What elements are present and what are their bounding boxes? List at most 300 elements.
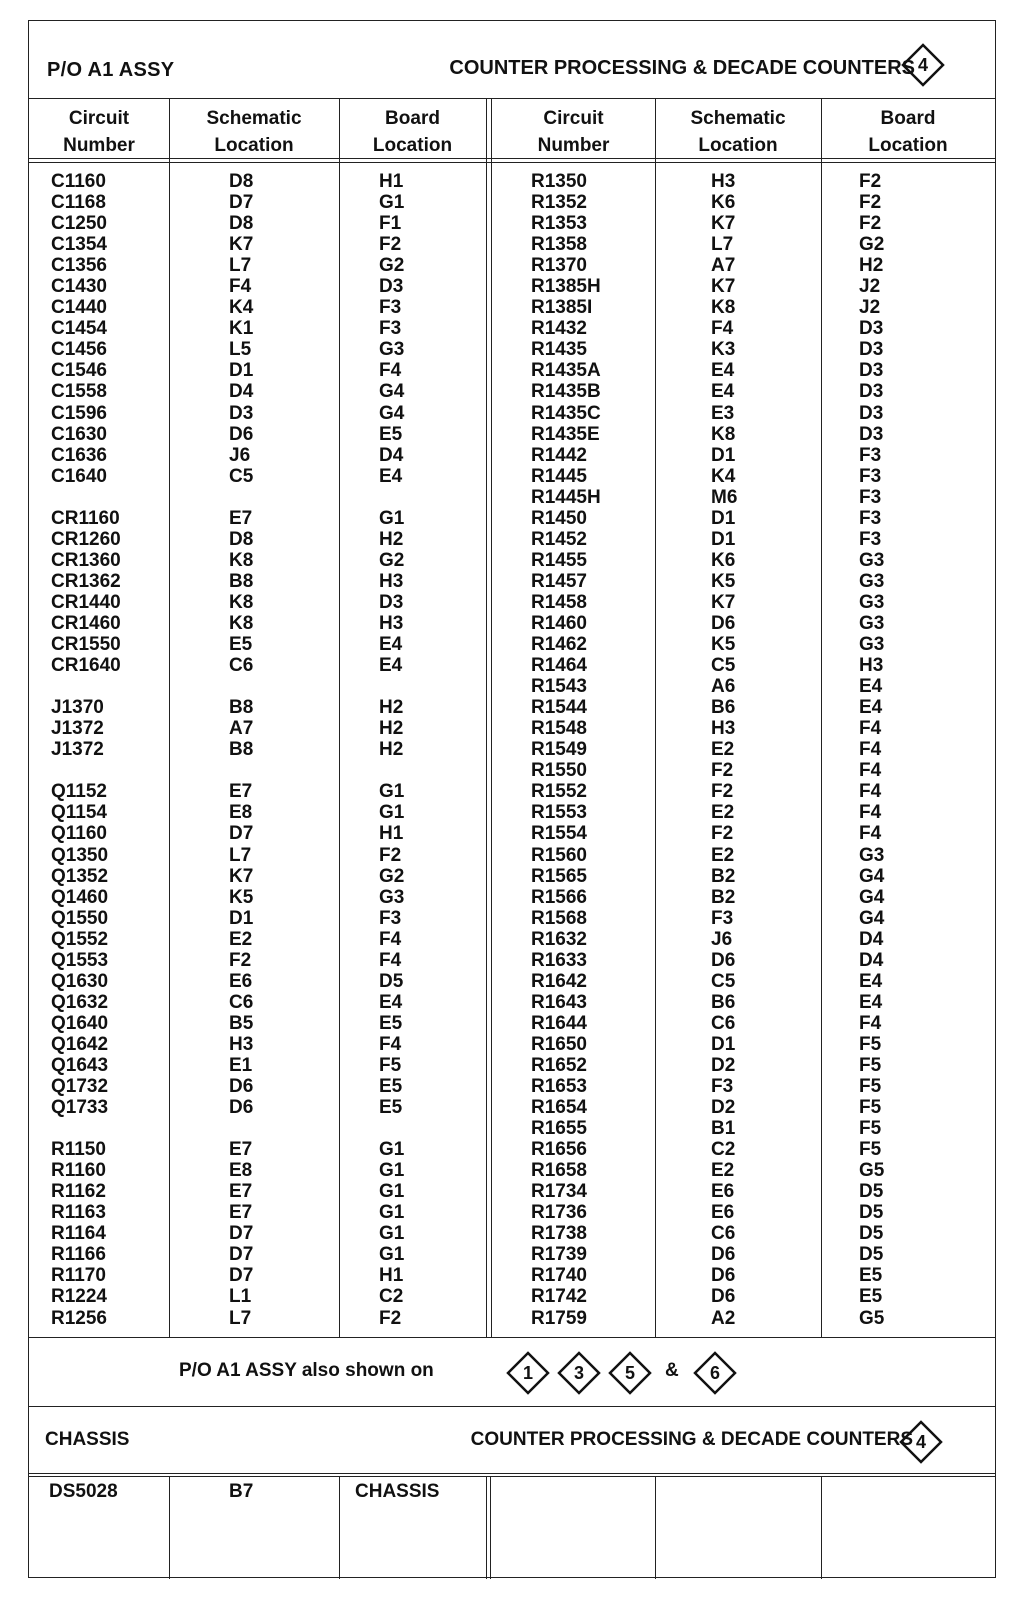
table-cell: R1256 bbox=[51, 1307, 107, 1329]
table-cell: D5 bbox=[859, 1223, 884, 1245]
table-cell: B6 bbox=[711, 697, 736, 719]
table-cell: R1353 bbox=[531, 213, 587, 235]
table-cell bbox=[229, 487, 253, 508]
table-cell: E7 bbox=[229, 781, 253, 803]
table-cell: G2 bbox=[379, 255, 405, 277]
table-cell: G1 bbox=[379, 802, 405, 824]
table-cell: R1650 bbox=[531, 1033, 587, 1055]
right-schematic-column bbox=[711, 171, 737, 1329]
table-cell: J6 bbox=[711, 928, 733, 950]
table-cell: G1 bbox=[379, 1223, 405, 1245]
header-schematic-line1: Schematic bbox=[206, 108, 302, 129]
header-schematic-left bbox=[169, 105, 339, 159]
table-cell: Q1553 bbox=[51, 949, 109, 971]
table-cell: H3 bbox=[711, 171, 736, 192]
table-cell: D6 bbox=[711, 1265, 736, 1287]
table-cell bbox=[379, 760, 404, 781]
table-cell: D3 bbox=[859, 381, 884, 403]
table-cell: E5 bbox=[379, 1012, 403, 1034]
table-cell: D4 bbox=[229, 381, 254, 403]
table-cell bbox=[229, 676, 253, 697]
table-cell: F4 bbox=[859, 760, 882, 782]
table-cell: G1 bbox=[379, 192, 405, 214]
section-title: COUNTER PROCESSING & DECADE COUNTERS bbox=[449, 57, 915, 79]
ref-diamond-5 bbox=[608, 1351, 652, 1395]
table-cell: K7 bbox=[229, 234, 254, 256]
table-cell: B1 bbox=[711, 1118, 736, 1140]
table-cell: F5 bbox=[859, 1033, 882, 1055]
table-cell: C2 bbox=[711, 1139, 736, 1161]
table-cell: E6 bbox=[711, 1181, 735, 1203]
col-divider bbox=[339, 1477, 340, 1579]
table-cell: E4 bbox=[711, 360, 735, 382]
table-cell: L1 bbox=[229, 1286, 252, 1308]
table-cell: J2 bbox=[859, 276, 881, 298]
table-cell: E4 bbox=[859, 697, 883, 719]
table-cell: H1 bbox=[379, 823, 404, 845]
table-cell: R1164 bbox=[51, 1223, 106, 1245]
table-cell: L5 bbox=[229, 339, 252, 361]
table-cell: G5 bbox=[859, 1160, 885, 1182]
header-board-line1: Board bbox=[880, 108, 936, 129]
table-cell: CR1460 bbox=[51, 612, 121, 634]
table-cell: CR1360 bbox=[51, 549, 121, 571]
table-cell: Q1643 bbox=[51, 1054, 109, 1076]
table-cell: J1372 bbox=[51, 718, 104, 740]
table-cell: K3 bbox=[711, 339, 736, 361]
table-cell: D7 bbox=[229, 823, 254, 845]
table-cell bbox=[379, 1118, 404, 1139]
table-cell: D5 bbox=[859, 1202, 884, 1224]
table-cell bbox=[51, 1118, 121, 1139]
table-cell: K5 bbox=[711, 570, 736, 592]
table-cell: D3 bbox=[859, 402, 884, 424]
table-cell: R1656 bbox=[531, 1139, 587, 1161]
table-cell: K8 bbox=[711, 423, 736, 445]
col-divider bbox=[169, 99, 170, 1337]
header-circuit-left bbox=[29, 105, 169, 159]
table-cell: R1455 bbox=[531, 549, 587, 571]
table-cell: E5 bbox=[379, 423, 403, 445]
header-rule-thin bbox=[29, 162, 995, 163]
table-cell: CR1550 bbox=[51, 634, 121, 656]
table-cell: F5 bbox=[859, 1139, 882, 1161]
header-schematic-right bbox=[655, 105, 821, 159]
chassis-schematic: B7 bbox=[229, 1481, 254, 1502]
table-cell: F2 bbox=[859, 192, 882, 214]
table-cell: K8 bbox=[711, 297, 736, 319]
right-board-column bbox=[859, 171, 884, 1329]
table-cell: E4 bbox=[379, 634, 403, 656]
table-cell: H3 bbox=[859, 655, 884, 677]
table-cell: D6 bbox=[711, 612, 736, 634]
table-cell: R1385I bbox=[531, 297, 593, 319]
table-cell: R1553 bbox=[531, 802, 587, 824]
table-cell: R1552 bbox=[531, 781, 587, 803]
table-cell: L7 bbox=[229, 844, 252, 866]
table-cell: F5 bbox=[859, 1054, 882, 1076]
table-cell: R1655 bbox=[531, 1118, 587, 1140]
table-cell: R1462 bbox=[531, 634, 587, 656]
table-cell: E7 bbox=[229, 507, 253, 529]
table-cell: K7 bbox=[711, 591, 736, 613]
table-cell: E4 bbox=[859, 676, 883, 698]
table-cell bbox=[51, 676, 121, 697]
table-cell: D3 bbox=[379, 276, 404, 298]
table-cell: E8 bbox=[229, 1160, 253, 1182]
table-cell: H2 bbox=[379, 697, 404, 719]
chassis-section-diamond bbox=[899, 1420, 943, 1464]
header-schematic-line2: Location bbox=[698, 135, 778, 156]
table-cell: Q1160 bbox=[51, 823, 107, 845]
table-cell: H2 bbox=[859, 255, 884, 277]
table-cell: E8 bbox=[229, 802, 253, 824]
table-cell: L7 bbox=[711, 234, 734, 256]
table-cell: C1354 bbox=[51, 234, 107, 256]
table-cell: E2 bbox=[711, 739, 735, 761]
table-cell: E5 bbox=[379, 1097, 403, 1119]
table-cell: L7 bbox=[229, 255, 252, 277]
header-board-line2: Location bbox=[372, 135, 453, 156]
table-cell: F2 bbox=[379, 234, 402, 256]
table-cell: R1445H bbox=[531, 486, 601, 508]
ampersand: & bbox=[665, 1360, 679, 1381]
table-cell: C6 bbox=[229, 991, 254, 1013]
table-cell: D4 bbox=[859, 949, 884, 971]
table-cell: J1372 bbox=[51, 739, 104, 761]
table-cell: B8 bbox=[229, 570, 254, 592]
table-cell: Q1154 bbox=[51, 802, 107, 824]
header-board-line2: Location bbox=[868, 135, 948, 156]
parts-location-table bbox=[28, 20, 996, 1578]
header-circuit-line1: Circuit bbox=[543, 108, 604, 129]
table-cell: J1370 bbox=[51, 697, 104, 719]
table-cell: R1170 bbox=[51, 1265, 106, 1287]
header-circuit-line2: Number bbox=[63, 135, 135, 156]
table-cell: F2 bbox=[711, 760, 734, 782]
table-cell: F1 bbox=[379, 213, 402, 235]
table-cell: A6 bbox=[711, 676, 736, 698]
table-cell: H1 bbox=[379, 171, 404, 192]
section-diamond bbox=[901, 43, 945, 87]
table-cell: G4 bbox=[859, 865, 885, 887]
table-cell: D6 bbox=[229, 423, 254, 445]
table-cell: CR1362 bbox=[51, 570, 121, 592]
table-cell: K8 bbox=[229, 591, 254, 613]
table-cell: R1460 bbox=[531, 612, 587, 634]
table-cell bbox=[51, 487, 121, 508]
header-board-right bbox=[821, 105, 995, 159]
table-cell: F3 bbox=[859, 444, 882, 466]
table-cell: C1250 bbox=[51, 213, 107, 235]
table-cell: G3 bbox=[379, 886, 405, 908]
table-cell: R1435E bbox=[531, 423, 600, 445]
table-cell: R1568 bbox=[531, 907, 587, 929]
table-cell: F3 bbox=[379, 297, 402, 319]
table-cell: C1630 bbox=[51, 423, 107, 445]
table-cell: F3 bbox=[711, 1076, 734, 1098]
table-cell: R1432 bbox=[531, 318, 587, 340]
chassis-title-row bbox=[29, 1407, 995, 1477]
table-cell: R1435A bbox=[531, 360, 601, 382]
table-cell: D5 bbox=[859, 1181, 884, 1203]
table-cell: D7 bbox=[229, 192, 254, 214]
table-cell: C1456 bbox=[51, 339, 107, 361]
table-cell: F4 bbox=[379, 360, 402, 382]
table-cell: C1168 bbox=[51, 192, 106, 214]
table-cell: R1435 bbox=[531, 339, 587, 361]
assembly-title: P/O A1 ASSY bbox=[47, 59, 175, 81]
table-cell: C1636 bbox=[51, 444, 107, 466]
header-board-line1: Board bbox=[385, 108, 440, 129]
table-cell: R1652 bbox=[531, 1054, 587, 1076]
table-cell: G2 bbox=[379, 865, 405, 887]
table-cell: E7 bbox=[229, 1181, 253, 1203]
right-circuit-column bbox=[531, 171, 601, 1329]
table-cell: D6 bbox=[229, 1076, 254, 1098]
ref-diamond-3 bbox=[557, 1351, 601, 1395]
table-cell: K7 bbox=[711, 213, 736, 235]
table-cell: F3 bbox=[379, 318, 402, 340]
table-cell: R1352 bbox=[531, 192, 587, 214]
table-cell: D3 bbox=[379, 591, 404, 613]
table-cell: CR1640 bbox=[51, 655, 121, 677]
table-cell: R1224 bbox=[51, 1286, 107, 1308]
table-cell: R1736 bbox=[531, 1202, 587, 1224]
table-cell: A2 bbox=[711, 1307, 736, 1329]
table-cell: K7 bbox=[711, 276, 736, 298]
table-cell: E4 bbox=[379, 991, 403, 1013]
table-cell: R1442 bbox=[531, 444, 587, 466]
chassis-section-title: COUNTER PROCESSING & DECADE COUNTERS bbox=[470, 1429, 913, 1450]
table-cell: R1759 bbox=[531, 1307, 587, 1329]
table-cell: F3 bbox=[859, 528, 882, 550]
table-cell: G4 bbox=[859, 886, 885, 908]
table-cell: Q1552 bbox=[51, 928, 109, 950]
table-cell: E4 bbox=[711, 381, 735, 403]
table-cell: D3 bbox=[229, 402, 254, 424]
col-divider bbox=[339, 99, 340, 1337]
table-cell: R1633 bbox=[531, 949, 587, 971]
table-cell: E3 bbox=[711, 402, 735, 424]
table-cell: E2 bbox=[711, 1160, 735, 1182]
table-cell: B2 bbox=[711, 865, 736, 887]
col-divider bbox=[821, 99, 822, 1337]
table-cell: C1640 bbox=[51, 465, 107, 487]
chassis-circuit: DS5028 bbox=[49, 1481, 118, 1502]
table-cell: K6 bbox=[711, 549, 736, 571]
table-cell: G1 bbox=[379, 1202, 405, 1224]
table-cell: D7 bbox=[229, 1265, 254, 1287]
table-cell: K5 bbox=[229, 886, 254, 908]
table-cell: B8 bbox=[229, 739, 254, 761]
table-cell: E5 bbox=[859, 1265, 883, 1287]
table-cell: F5 bbox=[859, 1118, 882, 1140]
chassis-rule-thin bbox=[29, 1473, 995, 1474]
table-cell: R1458 bbox=[531, 591, 587, 613]
table-cell: E4 bbox=[379, 655, 403, 677]
table-cell: C2 bbox=[379, 1286, 404, 1308]
table-cell: D6 bbox=[711, 949, 736, 971]
table-cell: D5 bbox=[859, 1244, 884, 1266]
table-cell: G2 bbox=[859, 234, 885, 256]
table-cell: J6 bbox=[229, 444, 251, 466]
table-cell: F2 bbox=[859, 213, 882, 235]
table-cell: R1450 bbox=[531, 507, 587, 529]
table-cell: R1350 bbox=[531, 171, 587, 192]
table-cell: K4 bbox=[229, 297, 254, 319]
table-cell: D1 bbox=[711, 444, 736, 466]
table-cell: F4 bbox=[859, 718, 882, 740]
table-cell: C1440 bbox=[51, 297, 107, 319]
also-shown-text: P/O A1 ASSY also shown on bbox=[179, 1360, 434, 1381]
table-cell: H3 bbox=[229, 1033, 254, 1055]
table-cell: F4 bbox=[229, 276, 252, 298]
table-cell bbox=[379, 487, 404, 508]
table-cell: CR1440 bbox=[51, 591, 121, 613]
header-schematic-line2: Location bbox=[214, 135, 294, 156]
table-cell: R1738 bbox=[531, 1223, 587, 1245]
left-board-column bbox=[379, 171, 404, 1329]
table-cell: E6 bbox=[711, 1202, 735, 1224]
center-double-divider bbox=[486, 99, 492, 1337]
title-row bbox=[29, 21, 995, 99]
table-cell: R1554 bbox=[531, 823, 587, 845]
table-cell: R1632 bbox=[531, 928, 587, 950]
table-cell: Q1640 bbox=[51, 1012, 109, 1034]
header-schematic-line1: Schematic bbox=[690, 108, 786, 129]
table-cell: Q1733 bbox=[51, 1097, 109, 1119]
ref-diamond-6 bbox=[693, 1351, 737, 1395]
table-cell: E4 bbox=[379, 465, 403, 487]
table-cell: G1 bbox=[379, 507, 405, 529]
table-cell: D4 bbox=[859, 928, 884, 950]
table-cell: F2 bbox=[229, 949, 252, 971]
table-cell: R1642 bbox=[531, 970, 587, 992]
table-cell: R1160 bbox=[51, 1160, 106, 1182]
table-cell: E1 bbox=[229, 1054, 253, 1076]
table-cell: E5 bbox=[379, 1076, 403, 1098]
ref-number: 5 bbox=[624, 1363, 635, 1383]
table-cell: B2 bbox=[711, 886, 736, 908]
table-cell: C5 bbox=[711, 655, 736, 677]
table-cell: R1464 bbox=[531, 655, 587, 677]
table-cell: R1543 bbox=[531, 676, 587, 698]
table-cell: D3 bbox=[859, 423, 884, 445]
table-cell: Q1732 bbox=[51, 1076, 109, 1098]
table-cell: R1560 bbox=[531, 844, 587, 866]
table-cell: D1 bbox=[711, 1033, 736, 1055]
table-cell: F3 bbox=[859, 465, 882, 487]
table-cell: F4 bbox=[711, 318, 734, 340]
table-cell: H2 bbox=[379, 739, 404, 761]
table-cell: C1454 bbox=[51, 318, 107, 340]
chassis-title: CHASSIS bbox=[45, 1429, 130, 1450]
table-cell: E7 bbox=[229, 1202, 253, 1224]
table-cell: R1435C bbox=[531, 402, 601, 424]
table-cell: R1457 bbox=[531, 570, 587, 592]
table-cell: D8 bbox=[229, 528, 254, 550]
table-cell: E7 bbox=[229, 1139, 253, 1161]
table-cell: K7 bbox=[229, 865, 254, 887]
header-circuit-right bbox=[492, 105, 655, 159]
table-cell bbox=[229, 760, 253, 781]
table-cell: D2 bbox=[711, 1097, 736, 1119]
table-cell: B5 bbox=[229, 1012, 254, 1034]
table-cell: D5 bbox=[379, 970, 404, 992]
table-cell: D3 bbox=[859, 339, 884, 361]
table-cell: C1356 bbox=[51, 255, 107, 277]
table-cell: G1 bbox=[379, 1181, 405, 1203]
table-cell: E5 bbox=[859, 1286, 883, 1308]
ref-number: 3 bbox=[573, 1363, 584, 1383]
table-cell: J2 bbox=[859, 297, 881, 319]
table-cell: F3 bbox=[711, 907, 734, 929]
table-cell: G3 bbox=[859, 591, 885, 613]
table-cell bbox=[379, 676, 404, 697]
table-cell: K4 bbox=[711, 465, 736, 487]
table-cell: Q1460 bbox=[51, 886, 109, 908]
chassis-section-number: 4 bbox=[915, 1432, 926, 1452]
table-cell: G3 bbox=[859, 570, 885, 592]
table-cell: F5 bbox=[859, 1076, 882, 1098]
table-cell: H2 bbox=[379, 718, 404, 740]
section-number: 4 bbox=[917, 55, 928, 75]
table-cell: B6 bbox=[711, 991, 736, 1013]
table-cell: E2 bbox=[711, 844, 735, 866]
table-cell: G4 bbox=[379, 402, 405, 424]
left-schematic-column bbox=[229, 171, 253, 1329]
table-cell: D1 bbox=[229, 360, 254, 382]
ref-number: 6 bbox=[709, 1363, 720, 1383]
table-cell: G3 bbox=[859, 844, 885, 866]
table-cell: H1 bbox=[379, 1265, 404, 1287]
table-cell: D3 bbox=[859, 360, 884, 382]
table-cell: R1566 bbox=[531, 886, 587, 908]
table-cell: F4 bbox=[379, 1033, 402, 1055]
table-cell: R1358 bbox=[531, 234, 587, 256]
table-cell: F4 bbox=[859, 802, 882, 824]
table-cell: D6 bbox=[711, 1244, 736, 1266]
also-shown-row bbox=[29, 1337, 995, 1407]
table-cell: R1548 bbox=[531, 718, 587, 740]
table-cell: F2 bbox=[859, 171, 882, 192]
table-cell: K5 bbox=[711, 634, 736, 656]
table-cell: D2 bbox=[711, 1054, 736, 1076]
table-cell: F2 bbox=[711, 781, 734, 803]
table-cell: A7 bbox=[711, 255, 736, 277]
header-circuit-line2: Number bbox=[537, 135, 610, 156]
table-cell: F4 bbox=[859, 823, 882, 845]
table-cell: H2 bbox=[379, 528, 404, 550]
table-cell: D3 bbox=[859, 318, 884, 340]
table-cell: G1 bbox=[379, 781, 405, 803]
table-cell: B8 bbox=[229, 697, 254, 719]
left-circuit-column bbox=[51, 171, 121, 1329]
table-cell bbox=[51, 760, 121, 781]
table-cell: C5 bbox=[711, 970, 736, 992]
table-cell: Q1152 bbox=[51, 781, 107, 803]
table-cell: F4 bbox=[379, 928, 402, 950]
table-cell: R1644 bbox=[531, 1012, 587, 1034]
table-cell: R1734 bbox=[531, 1181, 587, 1203]
table-cell: F4 bbox=[859, 739, 882, 761]
table-cell: D7 bbox=[229, 1244, 254, 1266]
table-cell: R1544 bbox=[531, 697, 587, 719]
table-cell: F5 bbox=[379, 1054, 402, 1076]
table-cell: D1 bbox=[711, 507, 736, 529]
table-cell: R1739 bbox=[531, 1244, 587, 1266]
